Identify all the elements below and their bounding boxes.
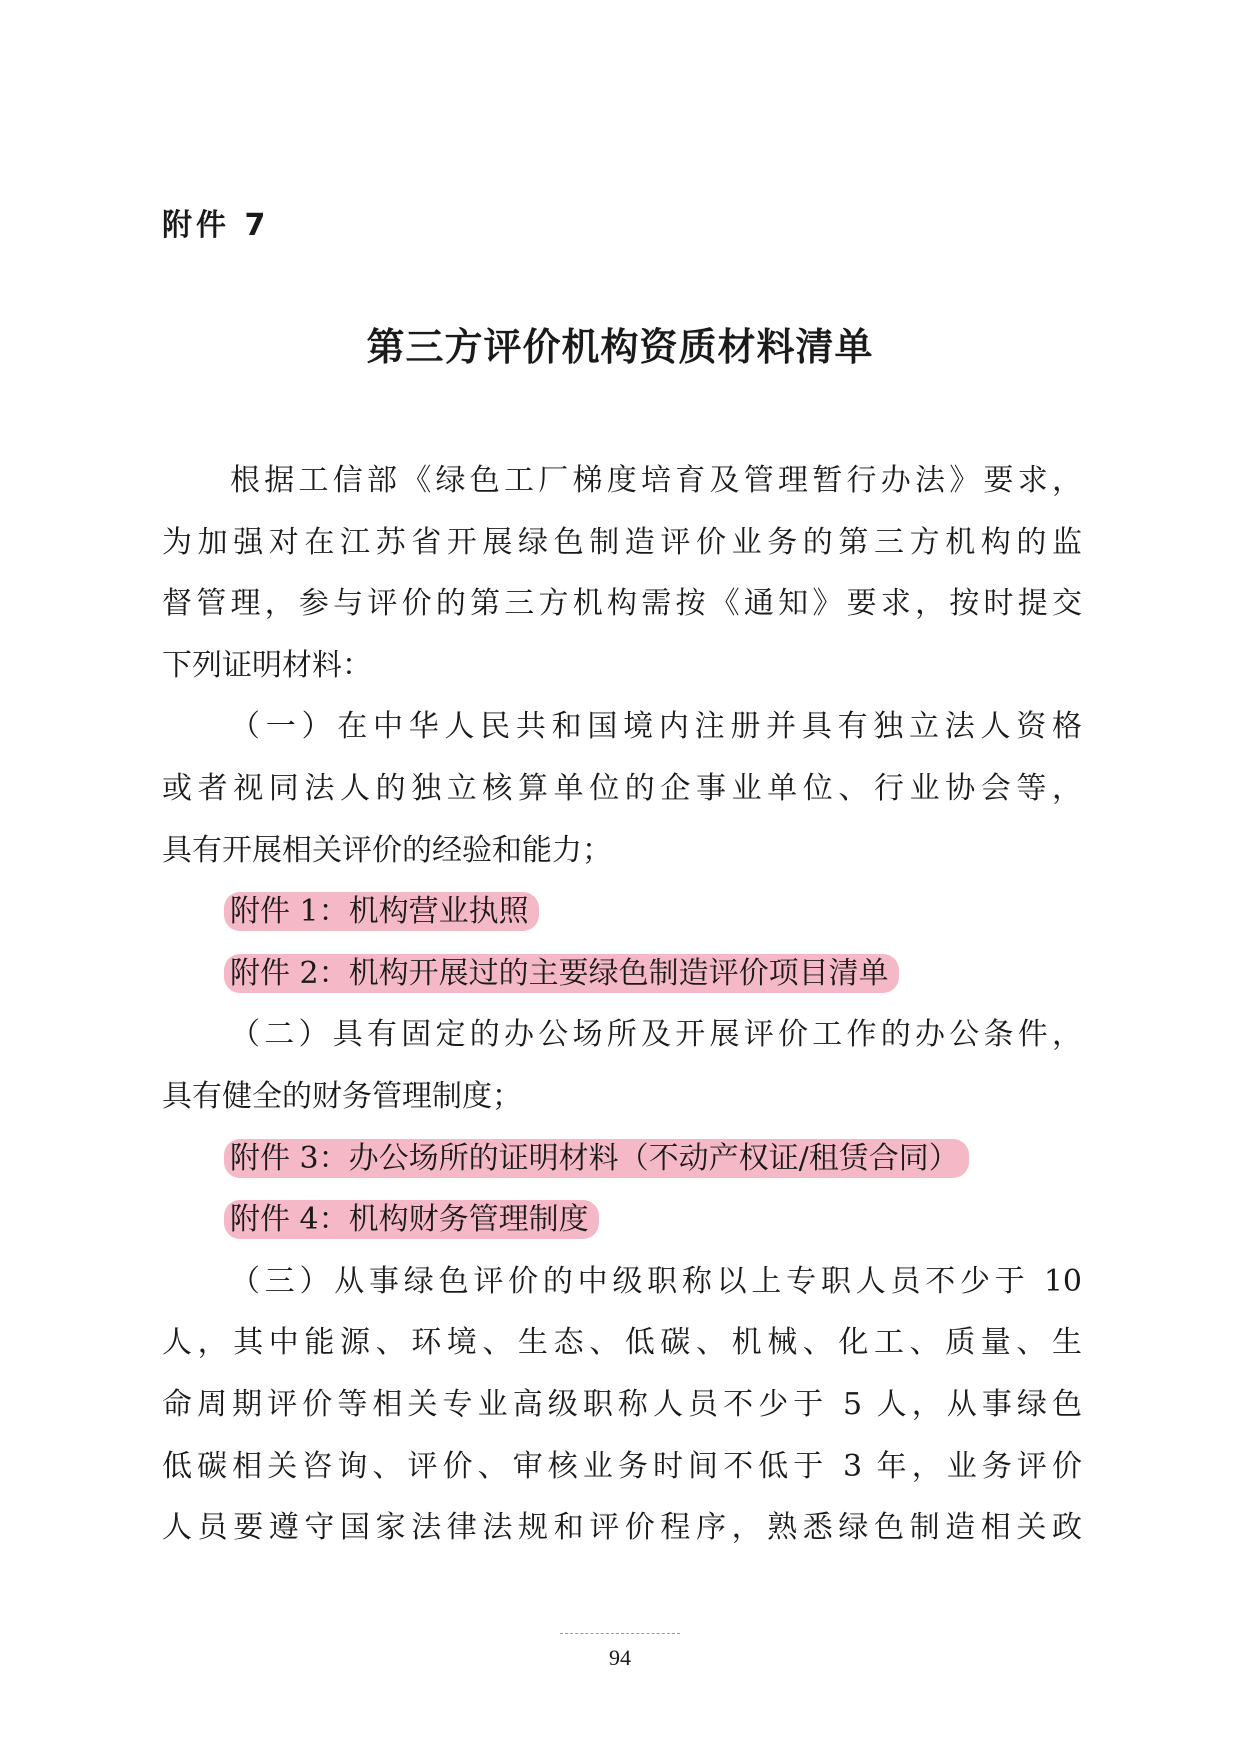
paragraph-line: 人，其中能源、环境、生态、低碳、机械、化工、质量、生 [162, 1325, 1082, 1361]
footer-rule [560, 1633, 680, 1634]
attachment-item [162, 1189, 1082, 1251]
attachment-item [162, 881, 1082, 943]
paragraph-line: 督管理，参与评价的第三方机构需按《通知》要求，按时提交 [162, 586, 1082, 622]
paragraph-line: （一）在中华人民共和国境内注册并具有独立法人资格 [230, 709, 1082, 745]
paragraph-line: 人员要遵守国家法律法规和评价程序，熟悉绿色制造相关政 [162, 1510, 1082, 1546]
paragraph-line: 下列证明材料： [162, 647, 372, 683]
attachment-item [162, 1128, 1082, 1190]
document-body [162, 450, 1082, 1559]
highlighted-attachment: 附件 2：机构开展过的主要绿色制造评价项目清单 [224, 954, 899, 993]
paragraph-line: 具有开展相关评价的经验和能力； [162, 832, 612, 868]
highlighted-attachment: 附件 1：机构营业执照 [224, 892, 539, 931]
page-number: 94 [609, 1645, 631, 1670]
attachment-label: 附件 7 [162, 208, 270, 243]
paragraph-line: 为加强对在江苏省开展绿色制造评价业务的第三方机构的监 [162, 524, 1082, 560]
paragraph-line: 或者视同法人的独立核算单位的企事业单位、行业协会等， [162, 770, 1082, 806]
paragraph-line: 根据工信部《绿色工厂梯度培育及管理暂行办法》要求， [230, 463, 1082, 498]
paragraph-line: 命周期评价等相关专业高级职称人员不少于 5 人，从事绿色 [162, 1386, 1082, 1422]
highlighted-attachment: 附件 3：办公场所的证明材料（不动产权证/租赁合同） [224, 1139, 969, 1178]
page-title: 第三方评价机构资质材料清单 [366, 324, 874, 369]
paragraph-line: 具有健全的财务管理制度； [162, 1078, 522, 1114]
attachment-item [162, 943, 1082, 1005]
paragraph-line: （二）具有固定的办公场所及开展评价工作的办公条件， [230, 1017, 1082, 1053]
paragraph-line: （三）从事绿色评价的中级职称以上专职人员不少于 10 [230, 1263, 1082, 1299]
highlighted-attachment: 附件 4：机构财务管理制度 [224, 1200, 599, 1239]
paragraph-line: 低碳相关咨询、评价、审核业务时间不低于 3 年，业务评价 [162, 1448, 1082, 1484]
